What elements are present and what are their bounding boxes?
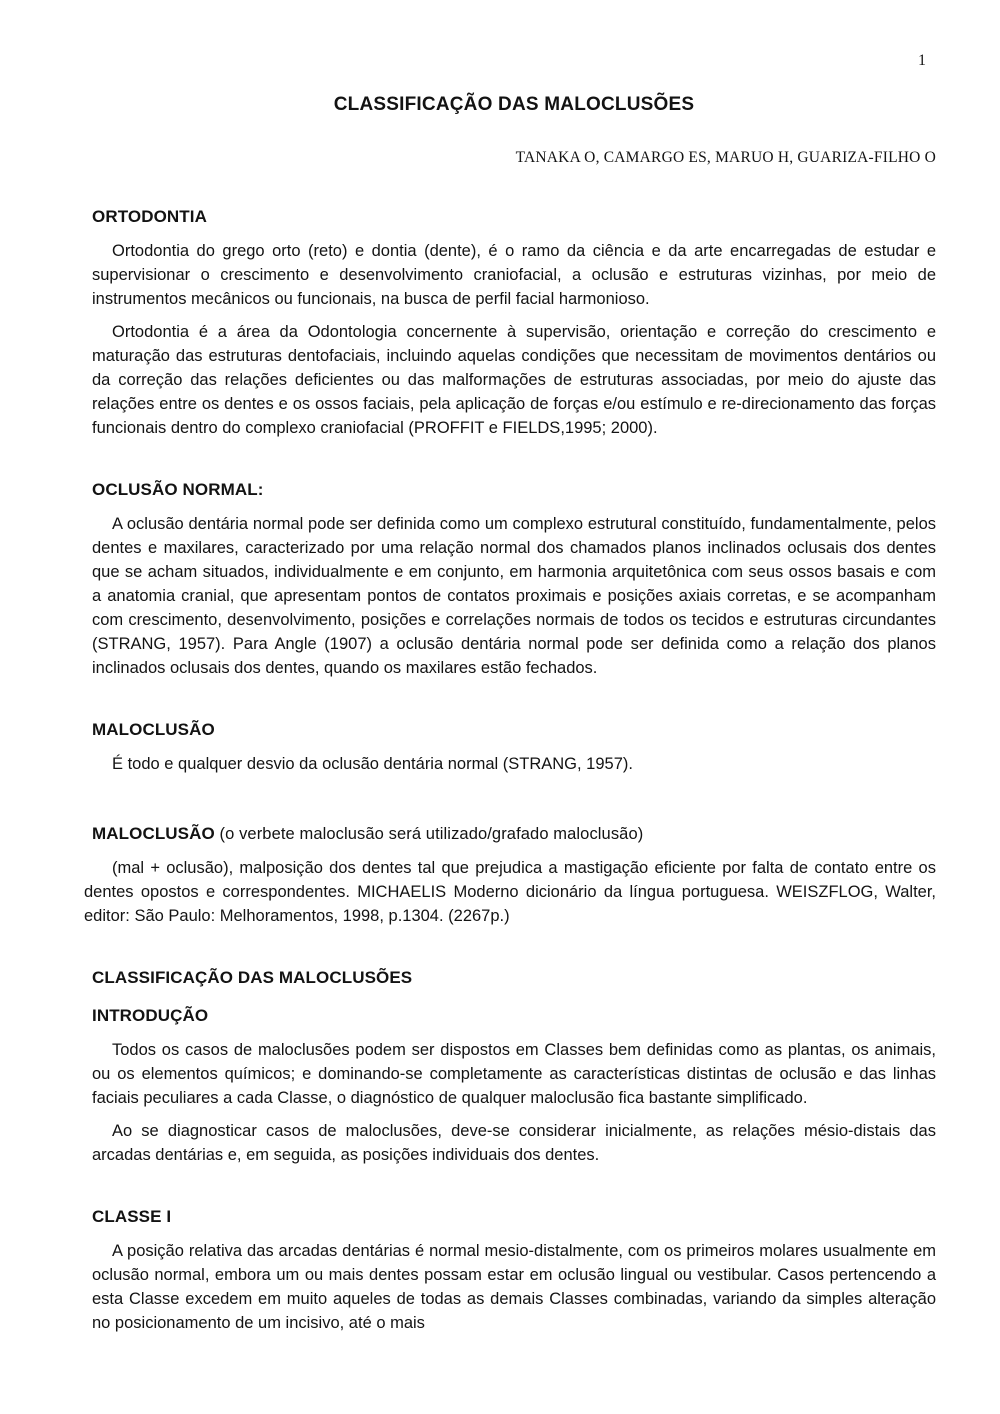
section-classificacao [92, 968, 936, 988]
paragraph-classe-i-1: A posição relativa das arcadas dentárias é normal mesio-distalmente, com os primeiros molares usualmente em oclusão normal, embora um ou mais dentes possam estar em oclusão lingual ou vestibular. Casos pertencendo a esta Classe excedem em muito aqueles de todas as demais Classes combinadas, variando da simples alteração no posicionamento de um incisivo, até o mais [92, 1242, 936, 1332]
paragraph-introducao-1: Todos os casos de maloclusões podem ser dispostos em Classes bem definidas como as plantas, os animais, ou os elementos químicos; e dominando-se completamente as características distintas de oclusão e das linhas faciais peculiares a cada Classe, o diagnóstico de qualquer maloclusão fica bastante simplificado. [92, 1041, 936, 1107]
section-oclusao-normal [92, 480, 936, 680]
heading-oclusao-normal: OCLUSÃO NORMAL: [92, 480, 264, 499]
heading-ortodontia: ORTODONTIA [92, 207, 207, 226]
authors-byline: TANAKA O, CAMARGO ES, MARUO H, GUARIZA-FILHO O [515, 149, 936, 166]
page-number: 1 [918, 52, 926, 69]
heading-classificacao: CLASSIFICAÇÃO DAS MALOCLUSÕES [92, 968, 413, 987]
section-introducao [92, 1006, 936, 1167]
heading-maloclusao-verbete [92, 824, 936, 844]
section-ortodontia [92, 207, 936, 440]
heading-classe-i: CLASSE I [92, 1207, 172, 1226]
section-maloclusao-verbete [84, 824, 936, 928]
section-classe-i [92, 1207, 936, 1335]
heading-maloclusao-verbete-note: (o verbete maloclusão será utilizado/grafado maloclusão) [214, 825, 644, 843]
document-content [0, 94, 1000, 1335]
section-maloclusao [92, 720, 936, 776]
heading-maloclusao: MALOCLUSÃO [92, 720, 215, 739]
paragraph-oclusao-normal-1: A oclusão dentária normal pode ser definida como um complexo estrutural constituído, fundamentalmente, pelos dentes e maxilares, caracterizado por uma relação normal dos chamados planos inclinados oclusais dos dentes que se acham situados, individualmente e em conjunto, em harmonia arquitetônica com seus ossos basais e com a anatomia cranial, que apresentam pontos de contatos proximais e posições axiais corretas, e se acompanham com crescimento, desenvolvimento, posições e correlações normais de todos os tecidos e estruturas circundantes (STRANG, 1957). Para Angle (1907) a oclusão dentária normal pode ser definida como a relação dos planos inclinados oclusais dos dentes, quando os maxilares estão fechados. [92, 515, 936, 677]
heading-introducao: INTRODUÇÃO [92, 1006, 209, 1025]
document-title: CLASSIFICAÇÃO DAS MALOCLUSÕES [333, 94, 695, 115]
paragraph-ortodontia-1: Ortodontia do grego orto (reto) e dontia (dente), é o ramo da ciência e da arte encarregadas de estudar e supervisionar o crescimento e desenvolvimento craniofacial, a oclusão e estruturas vizinhas, por meio de instrumentos mecânicos ou funcionais, na busca de perfil facial harmonioso. [92, 242, 936, 308]
paragraph-introducao-2: Ao se diagnosticar casos de maloclusões, deve-se considerar inicialmente, as relações mésio-distais das arcadas dentárias e, em seguida, as posições individuais dos dentes. [92, 1122, 936, 1164]
heading-maloclusao-verbete-term: MALOCLUSÃO [92, 824, 215, 843]
paragraph-ortodontia-2: Ortodontia é a área da Odontologia concernente à supervisão, orientação e correção do crescimento e maturação das estruturas dentofaciais, incluindo aquelas condições que necessitam de movimentos dentários ou da correção das relações deficientes ou das malformações de estruturas associadas, por meio do ajuste das relações entre os dentes e os ossos faciais, pela aplicação de forças e/ou estímulo e re-direcionamento das forças funcionais dentro do complexo craniofacial (PROFFIT e FIELDS,1995; 2000). [92, 323, 936, 437]
paragraph-maloclusao-verbete-1: (mal + oclusão), malposição dos dentes tal que prejudica a mastigação eficiente por falta de contato entre os dentes opostos e correspondentes. MICHAELIS Moderno dicionário da língua portuguesa. WEISZFLOG, Walter, editor: São Paulo: Melhoramentos, 1998, p.1304. (2267p.) [84, 859, 936, 925]
paragraph-maloclusao-1: É todo e qualquer desvio da oclusão dentária normal (STRANG, 1957). [112, 755, 633, 773]
